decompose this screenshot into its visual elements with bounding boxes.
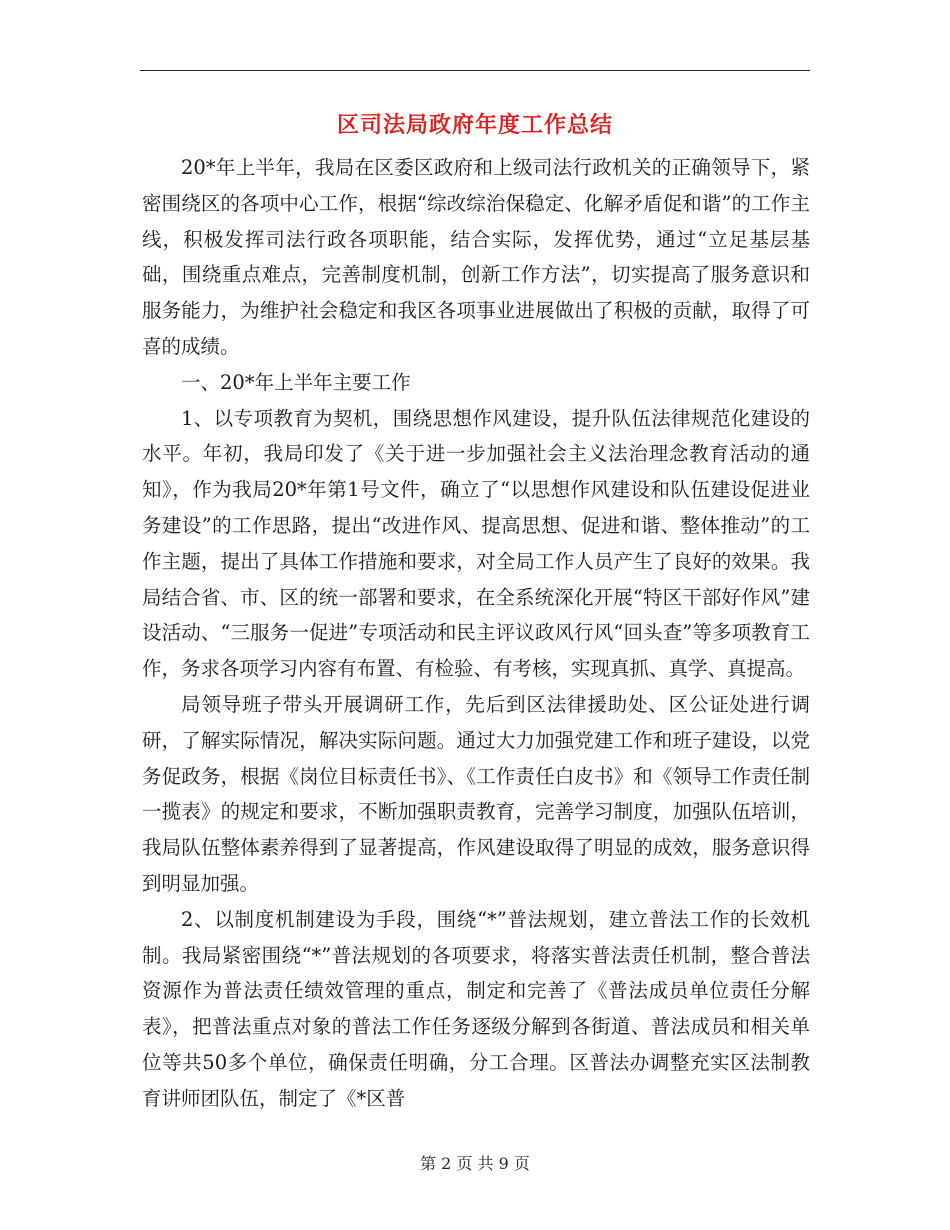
page-number: 第 2 页 共 9 页 <box>420 1154 530 1173</box>
header-rule <box>140 70 810 71</box>
paragraph-item-1: 1、以专项教育为契机，围绕思想作风建设，提升队伍法律规范化建设的水平。年初，我局印发了《关于进一步加强社会主义法治理念教育活动的通知》，作为我局20*年第1号文件，确立了“以思想作风建设和队伍建设促进业务建设”的工作思路，提出“改进作风、提高思想、促进和谐、整体推动”的工作主题，提出了具体工作措施和要求，对全局工作人员产生了良好的效果。我局结合省、市、区的统一部署和要求，在全系统深化开展“特区干部好作风”建设活动、“三服务一促进”专项活动和民主评议政风行风“回头查”等多项教育工作，务求各项学习内容有布置、有检验、有考核，实现真抓、真学、真提高。 <box>142 406 810 681</box>
paragraph-leadership: 局领导班子带头开展调研工作，先后到区法律援助处、区公证处进行调研，了解实际情况，解决实际问题。通过大力加强党建工作和班子建设，以党务促政务，根据《岗位目标责任书》、《工作责任白皮书》和《领导工作责任制一揽表》的规定和要求，不断加强职责教育，完善学习制度，加强队伍培训，我局队伍整体素养得到了显著提高，作风建设取得了明显的成效，服务意识得到明显加强。 <box>142 692 810 895</box>
paragraph-item-2: 2、以制度机制建设为手段，围绕“*”普法规划，建立普法工作的长效机制。我局紧密围绕“*”普法规划的各项要求，将落实普法责任机制，整合普法资源作为普法责任绩效管理的重点，制定和完善了《普法成员单位责任分解表》，把普法重点对象的普法工作任务逐级分解到各街道、普法成员和相关单位等共50多个单位，确保责任明确，分工合理。区普法办调整充实区法制教育讲师团队伍，制定了《*区普 <box>142 907 810 1110</box>
document-body <box>142 150 810 1117</box>
paragraph-intro: 20*年上半年，我局在区委区政府和上级司法行政机关的正确领导下，紧密围绕区的各项中心工作，根据“综改综治保稳定、化解矛盾促和谐”的工作主线，积极发挥司法行政各项职能，结合实际，发挥优势，通过“立足基层基础，围绕重点难点，完善制度机制，创新工作方法”，切实提高了服务意识和服务能力，为维护社会稳定和我区各项事业进展做出了积极的贡献，取得了可喜的成绩。 <box>142 156 810 358</box>
document-title: 区司法局政府年度工作总结 <box>336 112 613 138</box>
section-heading: 一、20*年上半年主要工作 <box>181 370 411 394</box>
